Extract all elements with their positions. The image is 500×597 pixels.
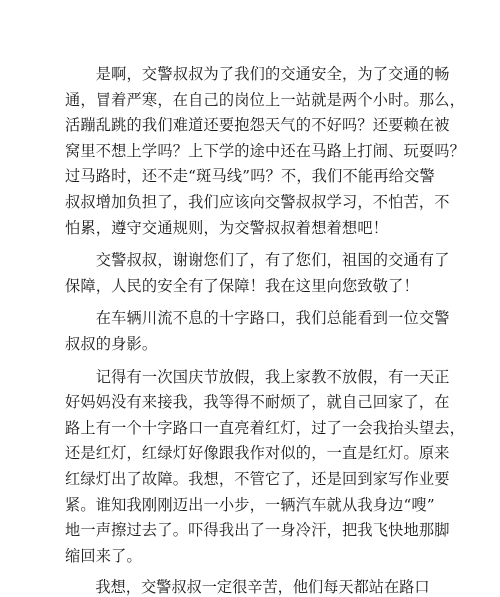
paragraph-2 — [65, 248, 450, 299]
text-line: 保障，人民的安全有了保障！我在这里向您致敬了！ — [65, 276, 419, 295]
paragraph-3 — [65, 306, 450, 357]
paragraph-gap — [65, 241, 425, 248]
paragraph-1 — [65, 62, 466, 241]
text-line: 叔叔的身影。 — [65, 334, 158, 353]
text-line: 红绿灯出了故障。我想，不管它了，还是回到家写作业要 — [65, 469, 450, 488]
paragraph-gap — [65, 569, 425, 576]
text-line: 在车辆川流不息的十字路口，我们总能看到一位交警 — [65, 309, 450, 328]
text-line: 记得有一次国庆节放假，我上家教不放假，有一天正 — [65, 367, 450, 386]
text-line: 窝里不想上学吗？上下学的途中还在马路上打闹、玩耍吗？ — [65, 141, 466, 160]
text-line: 还是红灯，红绿灯好像跟我作对似的，一直是红灯。原来 — [65, 444, 450, 463]
cut-off-text-line: 我想，交警叔叔一定很辛苦，他们每天都站在路口 — [65, 578, 430, 597]
document-body — [65, 62, 466, 597]
paragraph-gap — [65, 299, 425, 306]
text-line: 交警叔叔，谢谢您们了，有了您们，祖国的交通有了 — [65, 251, 450, 270]
text-line: 缩回来了。 — [65, 546, 142, 565]
paragraph-4 — [65, 365, 466, 570]
text-line: 叔叔增加负担了，我们应该向交警叔叔学习，不怕苦，不 — [65, 192, 450, 211]
text-line: 活蹦乱跳的我们难道还要抱怨天气的不好吗？还要赖在被 — [65, 116, 450, 135]
text-line: 是啊，交警叔叔为了我们的交通安全，为了交通的畅 — [65, 65, 450, 83]
paragraph-gap — [65, 358, 425, 365]
text-line: 地一声擦过去了。吓得我出了一身冷汗，把我飞快地那脚 — [65, 521, 450, 540]
text-line: 好妈妈没有来接我，我等得不耐烦了，就自己回家了，在 — [65, 393, 450, 412]
text-line: 过马路时，还不走“斑马线”吗？不，我们不能再给交警 — [65, 167, 435, 186]
text-line: 通，冒着严寒，在自己的岗位上一站就是两个小时。那么， — [65, 90, 466, 109]
text-line: 怕累，遵守交通规则，为交警叔叔着想着想吧！ — [65, 218, 389, 237]
text-line: 路上有一个十字路口一直亮着红灯，过了一会我抬头望去， — [65, 418, 466, 437]
text-line: 紧。谁知我刚刚迈出一小步，一辆汽车就从我身边“嗖” — [65, 495, 435, 514]
